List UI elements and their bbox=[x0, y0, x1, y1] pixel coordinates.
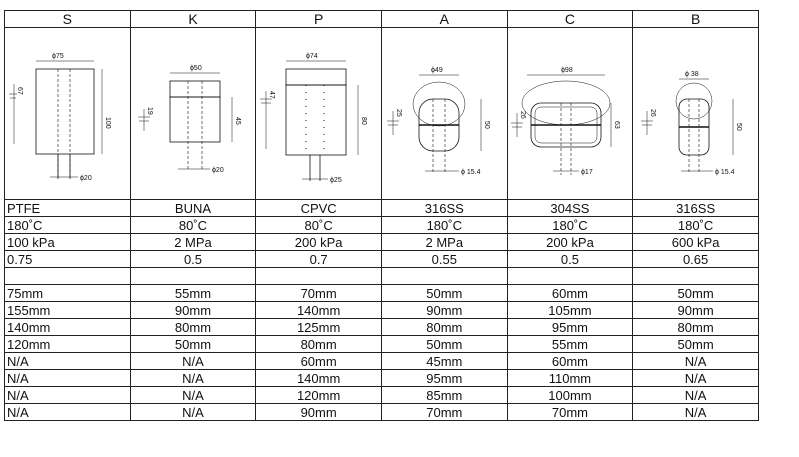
table-cell: 2 MPa bbox=[130, 234, 256, 251]
table-cell: 155mm bbox=[5, 302, 131, 319]
table-cell: 80mm bbox=[381, 319, 507, 336]
table-cell: 100mm bbox=[507, 387, 633, 404]
table-cell: 125mm bbox=[256, 319, 382, 336]
spec-rows bbox=[5, 200, 759, 421]
table-cell: 60mm bbox=[507, 285, 633, 302]
table-cell: 180˚C bbox=[381, 217, 507, 234]
table-cell: CPVC bbox=[256, 200, 382, 217]
drawing-cell-p bbox=[256, 28, 382, 200]
table-cell: 140mm bbox=[5, 319, 131, 336]
table-cell: 0.65 bbox=[633, 251, 759, 268]
table-cell: 2 MPa bbox=[381, 234, 507, 251]
table-cell: PTFE bbox=[5, 200, 131, 217]
dim-diameter-c: ϕ98 bbox=[560, 66, 573, 74]
table-cell: 0.5 bbox=[130, 251, 256, 268]
header-row bbox=[5, 11, 759, 28]
table-cell: N/A bbox=[130, 404, 256, 421]
table-cell: 90mm bbox=[130, 302, 256, 319]
dim-level-p: 47 bbox=[267, 90, 275, 99]
table-cell: 80mm bbox=[256, 336, 382, 353]
col-header-c: C bbox=[507, 11, 633, 28]
table-row bbox=[5, 387, 759, 404]
dim-level-k: 19 bbox=[145, 106, 153, 115]
table-cell: 80mm bbox=[130, 319, 256, 336]
dim-height-b: 50 bbox=[734, 122, 742, 131]
table-cell: 0.75 bbox=[5, 251, 131, 268]
table-cell: N/A bbox=[5, 353, 131, 370]
table-cell: 90mm bbox=[633, 302, 759, 319]
dim-stem-k: ϕ20 bbox=[211, 166, 224, 174]
drawing-cell-b bbox=[633, 28, 759, 200]
dim-stem-c: ϕ17 bbox=[580, 168, 593, 176]
table-cell: N/A bbox=[633, 387, 759, 404]
table-cell: 70mm bbox=[507, 404, 633, 421]
table-cell: 50mm bbox=[130, 336, 256, 353]
table-cell: 70mm bbox=[256, 285, 382, 302]
drawing-cell-s bbox=[5, 28, 131, 200]
table-cell: 304SS bbox=[507, 200, 633, 217]
table-cell: 50mm bbox=[633, 285, 759, 302]
table-cell bbox=[633, 268, 759, 285]
table-cell: N/A bbox=[633, 404, 759, 421]
table-cell bbox=[507, 268, 633, 285]
table-cell: 0.5 bbox=[507, 251, 633, 268]
table-cell: 180˚C bbox=[633, 217, 759, 234]
table-cell: 45mm bbox=[381, 353, 507, 370]
table-row bbox=[5, 353, 759, 370]
table-cell: 80mm bbox=[633, 319, 759, 336]
table-cell: 110mm bbox=[507, 370, 633, 387]
dim-diameter-b: ϕ 38 bbox=[684, 70, 699, 78]
float-drawing-a bbox=[383, 39, 505, 189]
col-header-p: P bbox=[256, 11, 382, 28]
table-cell: N/A bbox=[633, 353, 759, 370]
table-cell: 50mm bbox=[633, 336, 759, 353]
dim-height-p: 80 bbox=[359, 116, 367, 125]
table-cell: 200 kPa bbox=[256, 234, 382, 251]
table-cell: N/A bbox=[130, 387, 256, 404]
float-drawing-s bbox=[6, 39, 128, 189]
table-cell: 95mm bbox=[507, 319, 633, 336]
drawing-cell-c bbox=[507, 28, 633, 200]
table-cell: 55mm bbox=[507, 336, 633, 353]
table-cell: 70mm bbox=[381, 404, 507, 421]
table-cell: 0.55 bbox=[381, 251, 507, 268]
table-cell: 90mm bbox=[381, 302, 507, 319]
float-switch-spec-table bbox=[4, 10, 759, 421]
table-cell: BUNA bbox=[130, 200, 256, 217]
float-drawing-p bbox=[258, 39, 380, 189]
table-cell bbox=[381, 268, 507, 285]
table-row bbox=[5, 319, 759, 336]
table-cell: N/A bbox=[130, 353, 256, 370]
table-cell: 316SS bbox=[381, 200, 507, 217]
dim-stem-b: ϕ 15.4 bbox=[714, 168, 735, 176]
table-cell: 80˚C bbox=[130, 217, 256, 234]
table-cell: N/A bbox=[5, 404, 131, 421]
table-cell: 80˚C bbox=[256, 217, 382, 234]
drawing-cell-a bbox=[381, 28, 507, 200]
dim-height-c: 63 bbox=[612, 120, 620, 129]
table-cell: 180˚C bbox=[5, 217, 131, 234]
table-cell: 316SS bbox=[633, 200, 759, 217]
table-cell: 95mm bbox=[381, 370, 507, 387]
table-cell: 0.7 bbox=[256, 251, 382, 268]
dim-diameter-s: ϕ75 bbox=[52, 52, 65, 60]
float-drawing-b bbox=[635, 39, 757, 189]
table-cell: 140mm bbox=[256, 370, 382, 387]
table-row bbox=[5, 268, 759, 285]
table-cell bbox=[256, 268, 382, 285]
dim-level-s: 67 bbox=[16, 86, 24, 95]
table-cell: 600 kPa bbox=[633, 234, 759, 251]
table-row bbox=[5, 302, 759, 319]
dim-stem-a: ϕ 15.4 bbox=[461, 168, 481, 176]
float-drawing-c bbox=[509, 39, 631, 189]
table-cell: 140mm bbox=[256, 302, 382, 319]
dim-level-a: 25 bbox=[395, 108, 403, 117]
dim-level-c: 26 bbox=[518, 110, 526, 119]
dim-stem-p: ϕ25 bbox=[329, 176, 342, 184]
table-row bbox=[5, 251, 759, 268]
drawing-cell-k bbox=[130, 28, 256, 200]
table-cell: 90mm bbox=[256, 404, 382, 421]
dim-diameter-a: ϕ49 bbox=[431, 66, 444, 74]
dim-height-a: 50 bbox=[483, 120, 491, 129]
table-cell: 120mm bbox=[256, 387, 382, 404]
table-cell: N/A bbox=[5, 387, 131, 404]
table-row bbox=[5, 200, 759, 217]
table-cell: N/A bbox=[5, 370, 131, 387]
table-cell: 60mm bbox=[507, 353, 633, 370]
dim-level-b: 26 bbox=[648, 108, 656, 117]
table-cell bbox=[5, 268, 131, 285]
dim-height-s: 100 bbox=[104, 116, 112, 129]
table-row bbox=[5, 404, 759, 421]
table-row bbox=[5, 234, 759, 251]
table-cell: 200 kPa bbox=[507, 234, 633, 251]
table-cell: 60mm bbox=[256, 353, 382, 370]
table-cell: 100 kPa bbox=[5, 234, 131, 251]
drawing-row bbox=[5, 28, 759, 200]
table-cell: N/A bbox=[633, 370, 759, 387]
table-cell: 120mm bbox=[5, 336, 131, 353]
table-row bbox=[5, 336, 759, 353]
table-cell: 55mm bbox=[130, 285, 256, 302]
table-cell: 85mm bbox=[381, 387, 507, 404]
dim-diameter-k: ϕ50 bbox=[189, 64, 202, 72]
table-row bbox=[5, 285, 759, 302]
table-row bbox=[5, 370, 759, 387]
table-cell: 50mm bbox=[381, 285, 507, 302]
table-cell: N/A bbox=[130, 370, 256, 387]
table-cell: 180˚C bbox=[507, 217, 633, 234]
col-header-a: A bbox=[381, 11, 507, 28]
float-drawing-k bbox=[132, 39, 254, 189]
table-row bbox=[5, 217, 759, 234]
col-header-s: S bbox=[5, 11, 131, 28]
table-cell bbox=[130, 268, 256, 285]
table-cell: 50mm bbox=[381, 336, 507, 353]
dim-diameter-p: ϕ74 bbox=[305, 52, 318, 60]
table-cell: 75mm bbox=[5, 285, 131, 302]
col-header-b: B bbox=[633, 11, 759, 28]
dim-height-k: 45 bbox=[233, 116, 241, 125]
table-cell: 105mm bbox=[507, 302, 633, 319]
col-header-k: K bbox=[130, 11, 256, 28]
dim-stem-s: ϕ20 bbox=[80, 174, 93, 182]
